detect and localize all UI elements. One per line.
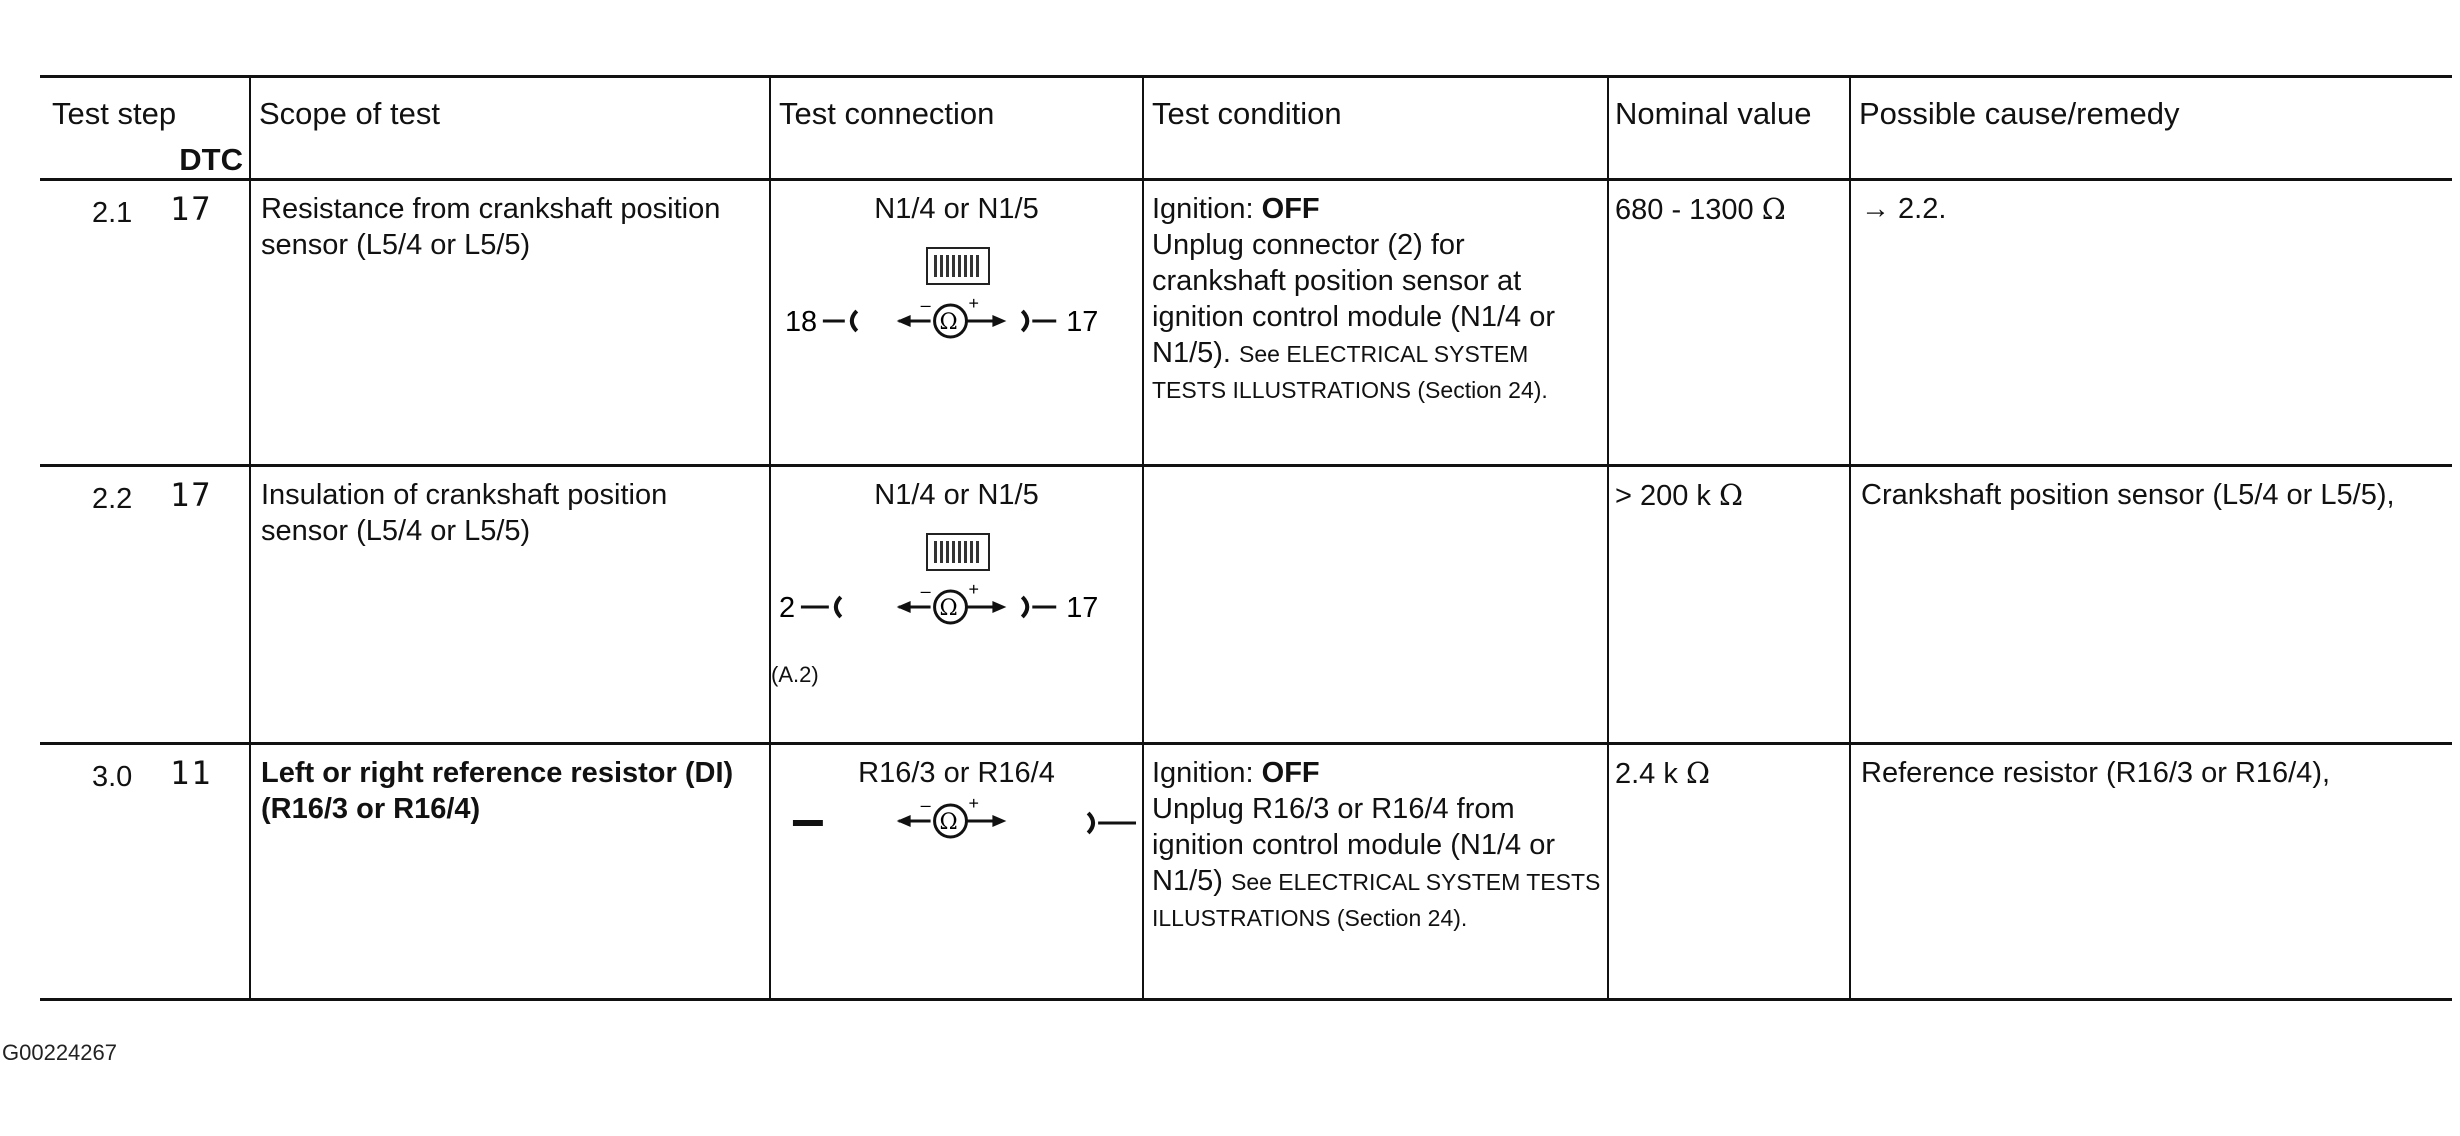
- header-test-step: [40, 77, 250, 180]
- table-row: [40, 466, 2452, 744]
- remedy-text: Reference resistor (R16/3 or R16/4),: [1861, 757, 2331, 789]
- pin-right-label: 17: [1066, 591, 1099, 624]
- table-row: [40, 744, 2452, 1000]
- ohm-symbol: Ω: [939, 809, 958, 835]
- dtc-code: 11: [170, 754, 213, 792]
- svg-text:+: +: [968, 793, 979, 814]
- dtc-code: 17: [170, 190, 213, 228]
- ohm-symbol: Ω: [939, 595, 958, 621]
- condition-cell: [1143, 180, 1608, 466]
- step-cell: [40, 466, 250, 744]
- test-table: [40, 75, 2452, 1001]
- svg-text:+: +: [968, 579, 979, 600]
- header-remedy: Possible cause/remedy: [1850, 77, 2452, 180]
- tester-keypad-icon: [926, 247, 990, 285]
- table-header-row: [40, 77, 2452, 180]
- nominal-unit: Ω: [1719, 478, 1744, 512]
- header-scope: Scope of test: [250, 77, 770, 180]
- condition-small-text: See ELECTRICAL SYSTEM TESTS ILLUSTRATIONS (Section 24).: [1152, 869, 1601, 931]
- remedy-cell: [1850, 180, 2452, 466]
- scope-text: Insulation of crankshaft position sensor (L5/4 or L5/5): [261, 479, 668, 547]
- condition-cell: [1143, 466, 1608, 744]
- condition-small-text: See ELECTRICAL SYSTEM TESTS ILLUSTRATIONS (Section 24).: [1152, 341, 1548, 403]
- ohmmeter-connection-diagram: [771, 291, 1142, 351]
- svg-text:+: +: [968, 293, 979, 314]
- ohm-symbol: Ω: [939, 309, 958, 335]
- nominal-value: 2.4 k: [1615, 758, 1678, 790]
- header-test-step-label: Test step: [52, 96, 177, 131]
- condition-ignition-value: OFF: [1261, 193, 1320, 225]
- ohmmeter-connection-diagram: [771, 791, 1142, 851]
- nominal-unit: Ω: [1685, 756, 1710, 790]
- nominal-unit: Ω: [1761, 192, 1786, 226]
- step-cell: [40, 744, 250, 1000]
- step-number: 3.0: [92, 761, 133, 793]
- header-connection: Test connection: [770, 77, 1143, 180]
- connection-cell: [770, 744, 1143, 1000]
- connection-title: N1/4 or N1/5: [874, 193, 1039, 225]
- connection-title: R16/3 or R16/4: [858, 757, 1055, 789]
- pin-left-label: 2: [778, 591, 796, 624]
- remedy-text: → 2.2.: [1861, 193, 1947, 225]
- header-dtc-label: DTC: [179, 142, 243, 177]
- step-number: 2.1: [92, 197, 133, 229]
- step-number: 2.2: [92, 483, 133, 515]
- scope-text: Left or right reference resistor (DI) (R16/3 or R16/4): [261, 757, 734, 825]
- svg-text:–: –: [920, 581, 931, 602]
- pin-right-label: 17: [1066, 305, 1099, 338]
- pin-left-label: 18: [784, 305, 818, 338]
- condition-ignition-value: OFF: [1261, 757, 1320, 789]
- header-condition: Test condition: [1143, 77, 1608, 180]
- remedy-text: Crankshaft position sensor (L5/4 or L5/5),: [1861, 479, 2395, 511]
- step-cell: [40, 180, 250, 466]
- adapter-tag: (A.2): [771, 662, 819, 687]
- condition-ignition-label: Ignition:: [1152, 757, 1254, 789]
- nominal-cell: [1608, 466, 1850, 744]
- remedy-cell: [1850, 744, 2452, 1000]
- condition-text: Unplug R16/3 or R16/4 from ignition control module (N1/4 or N1/5): [1152, 793, 1555, 897]
- connection-cell: [770, 466, 1143, 744]
- nominal-value: 680 - 1300: [1615, 194, 1754, 226]
- condition-cell: [1143, 744, 1608, 1000]
- test-table-document: [40, 75, 2452, 1001]
- remedy-cell: [1850, 466, 2452, 744]
- scope-cell: [250, 744, 770, 1000]
- ohmmeter-connection-diagram: [771, 577, 1142, 637]
- tester-keypad-icon: [926, 533, 990, 571]
- table-row: [40, 180, 2452, 466]
- nominal-cell: [1608, 744, 1850, 1000]
- nominal-cell: [1608, 180, 1850, 466]
- scope-cell: [250, 180, 770, 466]
- svg-text:–: –: [920, 795, 931, 816]
- dtc-code: 17: [170, 476, 213, 514]
- scope-cell: [250, 466, 770, 744]
- condition-ignition-label: Ignition:: [1152, 193, 1254, 225]
- connection-cell: [770, 180, 1143, 466]
- connection-title: N1/4 or N1/5: [874, 479, 1039, 511]
- nominal-value: > 200 k: [1615, 480, 1711, 512]
- figure-code: G00224267: [2, 1040, 117, 1065]
- scope-text: Resistance from crankshaft position sensor (L5/4 or L5/5): [261, 193, 721, 261]
- header-nominal: Nominal value: [1608, 77, 1850, 180]
- condition-text: Unplug connector (2) for crankshaft position sensor at ignition control module (N1/4 or N1/5).: [1152, 229, 1555, 369]
- svg-text:–: –: [920, 295, 931, 316]
